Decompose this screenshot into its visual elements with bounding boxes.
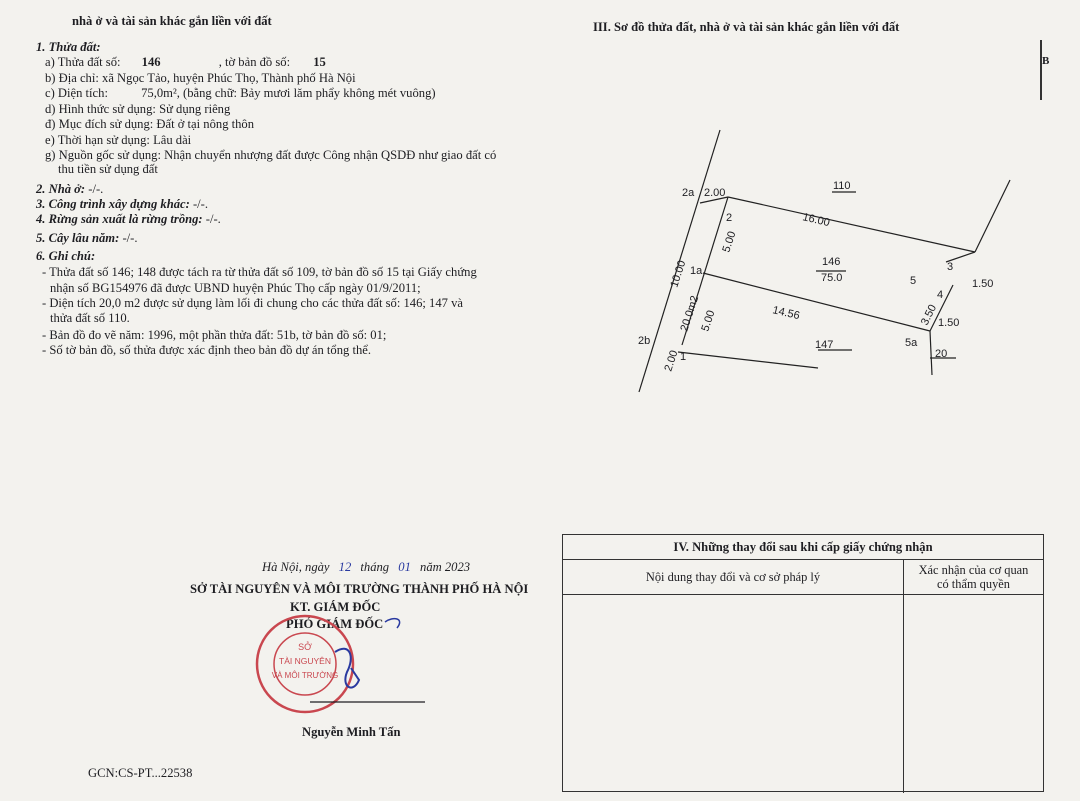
point-label: 5: [910, 275, 917, 287]
map-sheet-number: 15: [313, 55, 326, 69]
forest-line: 4. Rừng sản xuất là rừng trồng: -/-.: [36, 212, 221, 226]
edge-line: [1040, 40, 1042, 100]
deputy-director: PHÓ GIÁM ĐỐC: [286, 617, 384, 631]
parcel-110-label: 110: [833, 180, 851, 192]
boundary-line: [930, 331, 932, 375]
column-divider: [903, 595, 904, 793]
official-stamp: [255, 612, 435, 722]
issuing-org: SỞ TÀI NGUYÊN VÀ MÔI TRƯỜNG THÀNH PHỐ HÀ NỘI: [190, 582, 529, 596]
note-line: thửa đất số 110.: [50, 311, 130, 325]
dimension-label: 10.00: [668, 259, 689, 289]
note-line: nhận số BG154976 đã được UBND huyện Phúc Thọ cấp ngày 01/9/2011;: [50, 281, 421, 295]
parcel-diagram: [620, 120, 1020, 410]
note-line: - Diện tích 20,0 m2 được sử dụng làm lối đi chung cho các thửa đất số: 146; 147 và: [42, 296, 463, 310]
changes-table: [562, 534, 1044, 792]
signature-scribble: [335, 649, 359, 688]
other-construction-line: 3. Công trình xây dựng khác: -/-.: [36, 197, 209, 211]
kt-director: KT. GIÁM ĐỐC: [290, 600, 381, 614]
changes-table-header: [563, 560, 1043, 595]
stamp-text: VÀ MÔI TRƯỜNG: [271, 671, 339, 680]
area-line: c) Diện tích: 75,0m², (bằng chữ: Bảy mươi lăm phẩy không mét vuông): [45, 86, 436, 100]
parcel-20-label: 20: [935, 348, 948, 360]
stamp-text: TÀI NGUYÊN: [279, 656, 331, 666]
point-label: 2b: [638, 335, 651, 347]
note-line: - Số tờ bản đồ, số thửa được xác định theo bản đồ dự án tổng thể.: [42, 343, 371, 357]
note-line: - Thửa đất số 146; 148 được tách ra từ thửa đất số 109, tờ bản đồ số 15 tại Giấy chứng: [42, 265, 477, 279]
note-line: - Bản đồ đo vẽ năm: 1996, một phần thửa đất: 51b, tờ bản đồ số: 01;: [42, 328, 387, 342]
point-label: 2a: [682, 187, 695, 199]
boundary-line: [703, 273, 930, 331]
dimension-label: 3.50: [918, 302, 940, 328]
dimension-label: 2.00: [704, 187, 726, 199]
parcel-147-label: 147: [815, 339, 834, 351]
side-mark: B: [1042, 55, 1050, 67]
point-label: 2: [726, 212, 733, 224]
point-label: 1a: [690, 265, 703, 277]
parcel-number-line: a) Thửa đất số: 146 , tờ bản đồ số: 15: [45, 55, 326, 69]
address-line: b) Địa chỉ: xã Ngọc Tảo, huyện Phúc Thọ, Thành phố Hà Nội: [45, 71, 356, 85]
dimension-label: 1.50: [972, 278, 994, 290]
dimension-label: 5.00: [699, 308, 718, 333]
dimension-label: 5.00: [720, 229, 739, 254]
boundary-line: [678, 352, 818, 368]
serial-number: GCN:CS-PT...22538: [88, 766, 193, 780]
section-header: nhà ở và tài sản khác gắn liền với đất: [72, 14, 272, 28]
boundary-line: [728, 197, 975, 252]
dimension-label: 2.00: [662, 348, 681, 373]
issue-date: Hà Nội, ngày 12 tháng 01 năm 2023: [262, 560, 471, 574]
signature-mark: [385, 619, 400, 628]
col-content-header: Nội dung thay đổi và cơ sở pháp lý: [563, 560, 904, 594]
boundary-line: [975, 180, 1010, 252]
parcel-146-label: 146: [822, 256, 841, 268]
parcel-number: 146: [141, 55, 161, 69]
dimension-label: 16.00: [801, 211, 831, 230]
dimension-label: 14.56: [771, 304, 801, 323]
dimension-label: 1.50: [938, 317, 960, 329]
stamp-text: SỞ: [298, 642, 312, 652]
origin-line: g) Nguồn gốc sử dụng: Nhận chuyển nhượng đất được Công nhận QSDĐ như giao đất có: [45, 148, 497, 162]
point-label: 5a: [905, 337, 918, 349]
signer-name: Nguyễn Minh Tấn: [302, 725, 401, 739]
section-1-title: 1. Thửa đất:: [36, 40, 101, 54]
col-confirm-header: Xác nhận của cơ quan có thẩm quyền: [918, 563, 1029, 591]
changes-table-body: [563, 595, 1043, 793]
perennial-line: 5. Cây lâu năm: -/-.: [36, 231, 138, 245]
diagram-section-title: III. Sơ đồ thửa đất, nhà ở và tài sản khác gắn liền với đất: [593, 20, 900, 34]
dimension-label: 20.0m2: [678, 294, 702, 333]
parcel-146-area: 75.0: [821, 272, 843, 284]
point-label: 1: [680, 351, 687, 363]
usage-term-line: e) Thời hạn sử dụng: Lâu dài: [45, 133, 192, 147]
usage-form-line: d) Hình thức sử dụng: Sử dụng riêng: [45, 102, 231, 116]
notes-title: 6. Ghi chú:: [36, 249, 96, 263]
point-label: 4: [937, 289, 944, 301]
changes-table-title: IV. Những thay đổi sau khi cấp giấy chứng nhận: [563, 535, 1043, 560]
house-line: 2. Nhà ở: -/-.: [36, 182, 104, 196]
origin-continued: thu tiền sử dụng đất: [58, 162, 158, 176]
usage-purpose-line: đ) Mục đích sử dụng: Đất ở tại nông thôn: [45, 117, 255, 131]
point-label: 3: [947, 261, 954, 273]
